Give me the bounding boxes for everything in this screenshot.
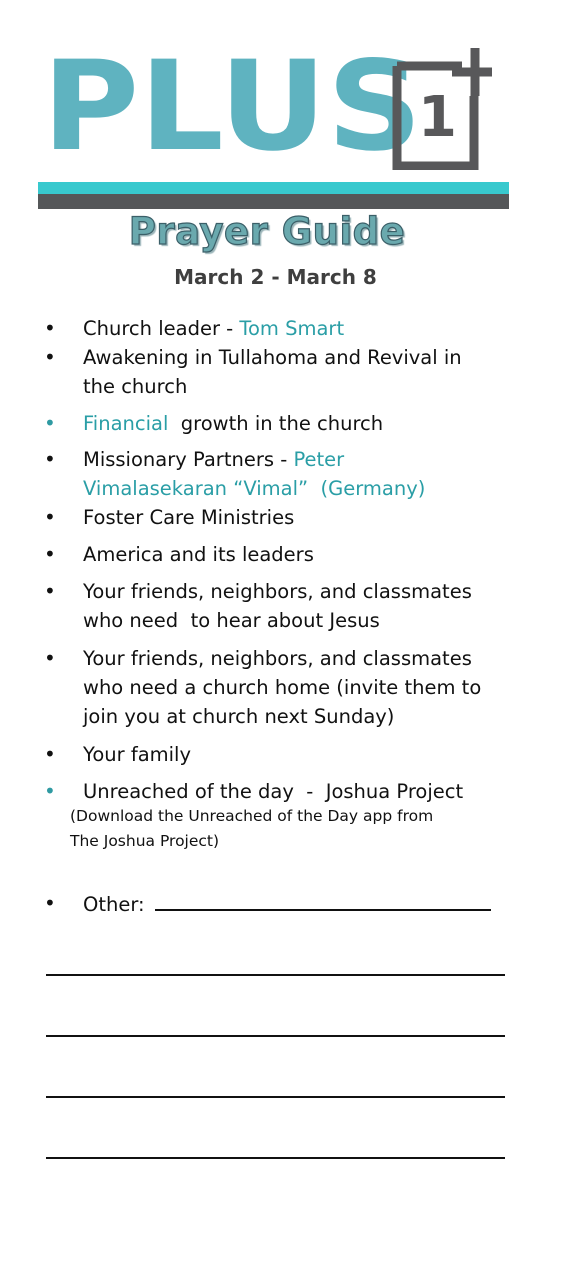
item-text: Church leader - <box>83 317 240 340</box>
bullet-icon: • <box>44 742 56 766</box>
header-bar-teal <box>38 182 509 194</box>
note-text: The Joshua Project) <box>70 832 220 850</box>
bullet-icon: • <box>44 505 56 529</box>
item-highlight: Tom Smart <box>239 317 345 340</box>
write-in-line <box>46 1035 505 1037</box>
other-label: Other: <box>83 893 145 916</box>
plus-one-icon <box>392 48 492 170</box>
item-text: the church <box>83 375 188 398</box>
item-text: who need to hear about Jesus <box>83 609 380 632</box>
item-highlight: Vimalasekaran “Vimal” (Germany) <box>83 477 426 500</box>
item-text: Unreached of the day - Joshua Project <box>83 780 464 803</box>
write-in-line <box>46 974 505 976</box>
item-text: America and its leaders <box>83 543 314 566</box>
other-blank-line <box>155 889 491 911</box>
bullet-icon: • <box>44 579 56 603</box>
bullet-icon: • <box>44 646 56 670</box>
page-title: Prayer Guide <box>128 210 406 253</box>
item-text: who need a church home (invite them to <box>83 676 482 699</box>
bullet-icon: • <box>44 891 56 915</box>
bullet-icon: • <box>44 542 56 566</box>
logo-icon-number: 1 <box>418 85 457 150</box>
item-text: Missionary Partners - <box>83 448 294 471</box>
item-text: Your friends, neighbors, and classmates <box>83 647 472 670</box>
bullet-icon: • <box>44 447 56 471</box>
item-text: Your friends, neighbors, and classmates <box>83 580 472 603</box>
bullet-icon: • <box>44 411 56 435</box>
write-in-line <box>46 1096 505 1098</box>
logo-word: PLUS <box>42 35 423 179</box>
bullet-icon: • <box>44 779 56 803</box>
item-text: growth in the church <box>168 412 384 435</box>
bullet-icon: • <box>44 316 56 340</box>
bullet-icon: • <box>44 345 56 369</box>
item-highlight: Peter <box>293 448 345 471</box>
note-text: (Download the Unreached of the Day app from <box>70 807 434 825</box>
item-note <box>70 804 510 854</box>
item-highlight: Financial <box>83 412 169 435</box>
plus-one-logo <box>40 35 500 179</box>
item-text: Awakening in Tullahoma and Revival in <box>83 346 462 369</box>
item-text: join you at church next Sunday) <box>83 705 395 728</box>
item-text: Your family <box>83 743 192 766</box>
date-range: March 2 - March 8 <box>174 265 377 289</box>
write-in-line <box>46 1157 505 1159</box>
item-text: Foster Care Ministries <box>83 506 295 529</box>
header-bar-gray <box>38 194 509 209</box>
